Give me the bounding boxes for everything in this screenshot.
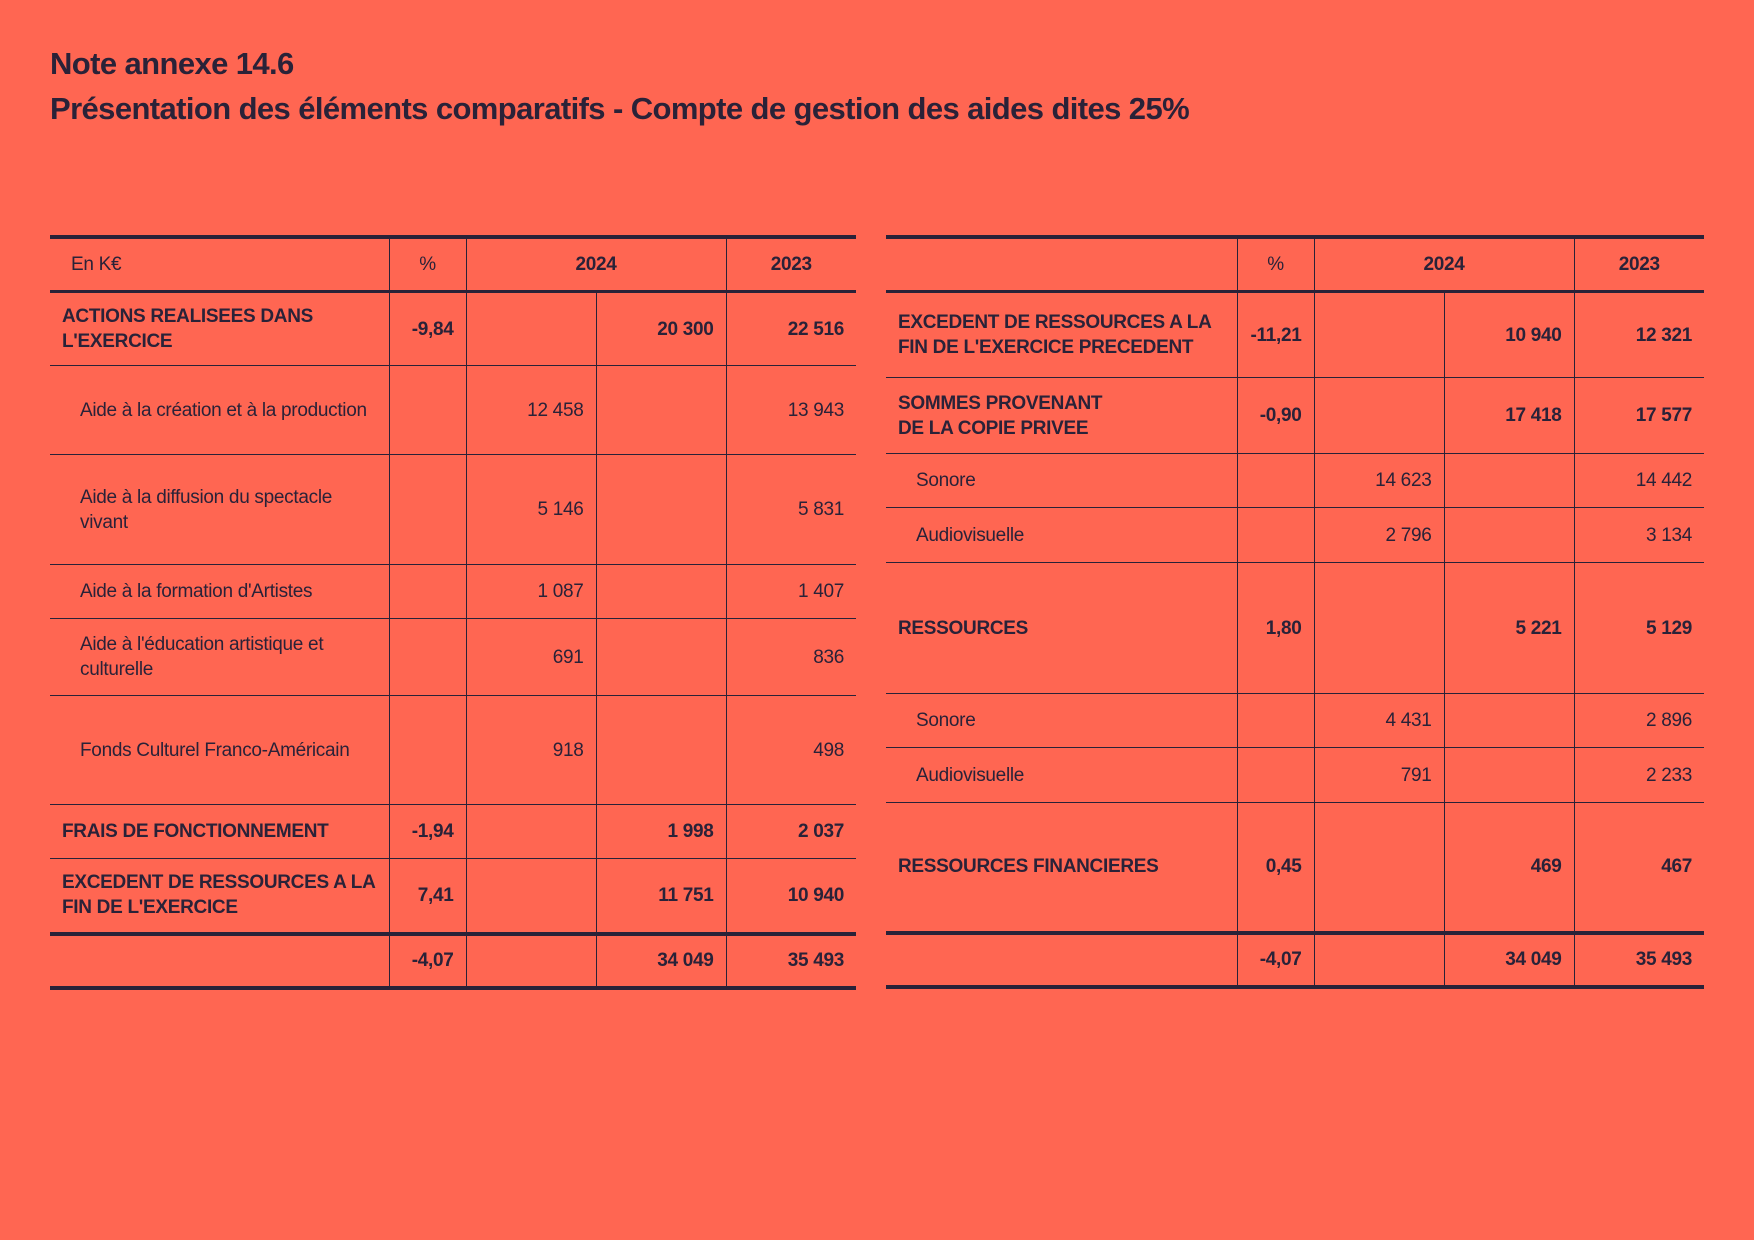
row-label: Aide à la formation d'Artistes (50, 565, 389, 619)
row-percent (389, 619, 466, 696)
row-total-2024 (1444, 694, 1574, 748)
row-total-2024: 10 940 (1444, 292, 1574, 378)
table-row (50, 805, 856, 859)
uses-table (50, 235, 856, 990)
row-label: RESSOURCES FINANCIERES (886, 803, 1237, 933)
row-label (886, 378, 1237, 454)
row-percent: -11,21 (1237, 292, 1314, 378)
row-label: RESSOURCES (886, 563, 1237, 694)
row-label: Audiovisuelle (886, 508, 1237, 563)
percent-header: % (1237, 237, 1314, 292)
year-2024-header: 2024 (466, 237, 726, 292)
row-percent (389, 366, 466, 455)
row-value-2023: 1 407 (726, 565, 856, 619)
row-percent: 7,41 (389, 859, 466, 934)
row-total-2024: 1 998 (596, 805, 726, 859)
row-label-line: DE LA COPIE PRIVEE (898, 417, 1089, 439)
row-detail-2024: 5 146 (466, 455, 596, 565)
row-total-2024 (596, 455, 726, 565)
table-row (50, 455, 856, 565)
row-detail-2024 (466, 292, 596, 366)
row-total-2024: 469 (1444, 803, 1574, 933)
table-header-row (50, 237, 856, 292)
row-label: Sonore (886, 454, 1237, 508)
row-detail-2024: 4 431 (1314, 694, 1444, 748)
row-percent: -1,94 (389, 805, 466, 859)
row-total-2024 (596, 565, 726, 619)
total-percent: -4,07 (389, 934, 466, 988)
total-detail-2024 (466, 934, 596, 988)
row-total-2024 (596, 366, 726, 455)
table-row (50, 859, 856, 934)
total-2024: 34 049 (596, 934, 726, 988)
row-value-2023: 5 831 (726, 455, 856, 565)
row-detail-2024: 14 623 (1314, 454, 1444, 508)
row-percent (389, 696, 466, 805)
row-total-2024: 5 221 (1444, 563, 1574, 694)
row-total-2024 (1444, 454, 1574, 508)
row-label: ACTIONS REALISEES DANS L'EXERCICE (62, 306, 313, 352)
total-detail-2024 (1314, 933, 1444, 987)
row-detail-2024 (466, 859, 596, 934)
table-row (50, 292, 856, 366)
resources-table (886, 235, 1704, 989)
row-value-2023: 467 (1574, 803, 1704, 933)
table-header-row (886, 237, 1704, 292)
row-detail-2024 (1314, 292, 1444, 378)
row-total-2024: 17 418 (1444, 378, 1574, 454)
row-value-2023: 22 516 (726, 292, 856, 366)
row-value-2023: 3 134 (1574, 508, 1704, 563)
table-row (50, 696, 856, 805)
row-label: Aide à la diffusion du spectacle vivant (50, 455, 389, 565)
row-percent (1237, 454, 1314, 508)
row-value-2023: 498 (726, 696, 856, 805)
row-percent (1237, 508, 1314, 563)
row-detail-2024 (1314, 563, 1444, 694)
year-2024-header: 2024 (1314, 237, 1574, 292)
row-detail-2024 (1314, 378, 1444, 454)
table-row (886, 563, 1704, 694)
row-value-2023: 836 (726, 619, 856, 696)
row-label: EXCEDENT DE RESSOURCES A LA FIN DE L'EXERCICE PRECEDENT (898, 312, 1211, 358)
row-percent (389, 455, 466, 565)
row-detail-2024: 791 (1314, 748, 1444, 803)
row-percent (1237, 748, 1314, 803)
table-row (886, 694, 1704, 748)
row-value-2023: 2 037 (726, 805, 856, 859)
row-value-2023: 5 129 (1574, 563, 1704, 694)
row-detail-2024: 1 087 (466, 565, 596, 619)
row-label: Aide à la création et à la production (50, 366, 389, 455)
table-row (886, 454, 1704, 508)
percent-header: % (389, 237, 466, 292)
table-row (50, 619, 856, 696)
row-detail-2024: 918 (466, 696, 596, 805)
row-detail-2024: 12 458 (466, 366, 596, 455)
row-percent (1237, 694, 1314, 748)
total-2023: 35 493 (726, 934, 856, 988)
row-label: EXCEDENT DE RESSOURCES A LA FIN DE L'EXERCICE (50, 859, 389, 934)
label-header (886, 237, 1237, 292)
row-percent (389, 565, 466, 619)
table-row (886, 748, 1704, 803)
total-percent: -4,07 (1237, 933, 1314, 987)
row-detail-2024: 2 796 (1314, 508, 1444, 563)
row-label: Fonds Culturel Franco-Américain (50, 696, 389, 805)
row-total-2024: 11 751 (596, 859, 726, 934)
table-row (50, 565, 856, 619)
total-row (50, 934, 856, 988)
unit-header: En K€ (50, 237, 389, 292)
total-label (886, 933, 1237, 987)
total-2024: 34 049 (1444, 933, 1574, 987)
row-value-2023: 10 940 (726, 859, 856, 934)
year-2023-header: 2023 (726, 237, 856, 292)
row-label: Sonore (886, 694, 1237, 748)
row-detail-2024: 691 (466, 619, 596, 696)
row-value-2023: 14 442 (1574, 454, 1704, 508)
row-total-2024 (1444, 508, 1574, 563)
row-total-2024: 20 300 (596, 292, 726, 366)
total-2023: 35 493 (1574, 933, 1704, 987)
row-value-2023: 2 896 (1574, 694, 1704, 748)
row-percent: 1,80 (1237, 563, 1314, 694)
row-value-2023: 2 233 (1574, 748, 1704, 803)
row-total-2024 (596, 619, 726, 696)
table-row (886, 803, 1704, 933)
row-label: Aide à l'éducation artistique et culturelle (50, 619, 389, 696)
table-row (886, 378, 1704, 454)
note-number: Note annexe 14.6 (50, 46, 294, 81)
table-row (886, 508, 1704, 563)
row-label-line: SOMMES PROVENANT (898, 392, 1103, 414)
row-detail-2024 (466, 805, 596, 859)
row-percent: 0,45 (1237, 803, 1314, 933)
total-label (50, 934, 389, 988)
page-title (50, 42, 1189, 132)
row-total-2024 (1444, 748, 1574, 803)
note-subtitle: Présentation des éléments comparatifs - Compte de gestion des aides dites 25% (50, 90, 1190, 126)
row-value-2023: 13 943 (726, 366, 856, 455)
row-percent: -0,90 (1237, 378, 1314, 454)
row-label: FRAIS DE FONCTIONNEMENT (50, 805, 389, 859)
row-value-2023: 12 321 (1574, 292, 1704, 378)
row-value-2023: 17 577 (1574, 378, 1704, 454)
row-total-2024 (596, 696, 726, 805)
row-detail-2024 (1314, 803, 1444, 933)
total-row (886, 933, 1704, 987)
year-2023-header: 2023 (1574, 237, 1704, 292)
row-label: Audiovisuelle (886, 748, 1237, 803)
table-row (886, 292, 1704, 378)
table-row (50, 366, 856, 455)
row-percent: -9,84 (389, 292, 466, 366)
